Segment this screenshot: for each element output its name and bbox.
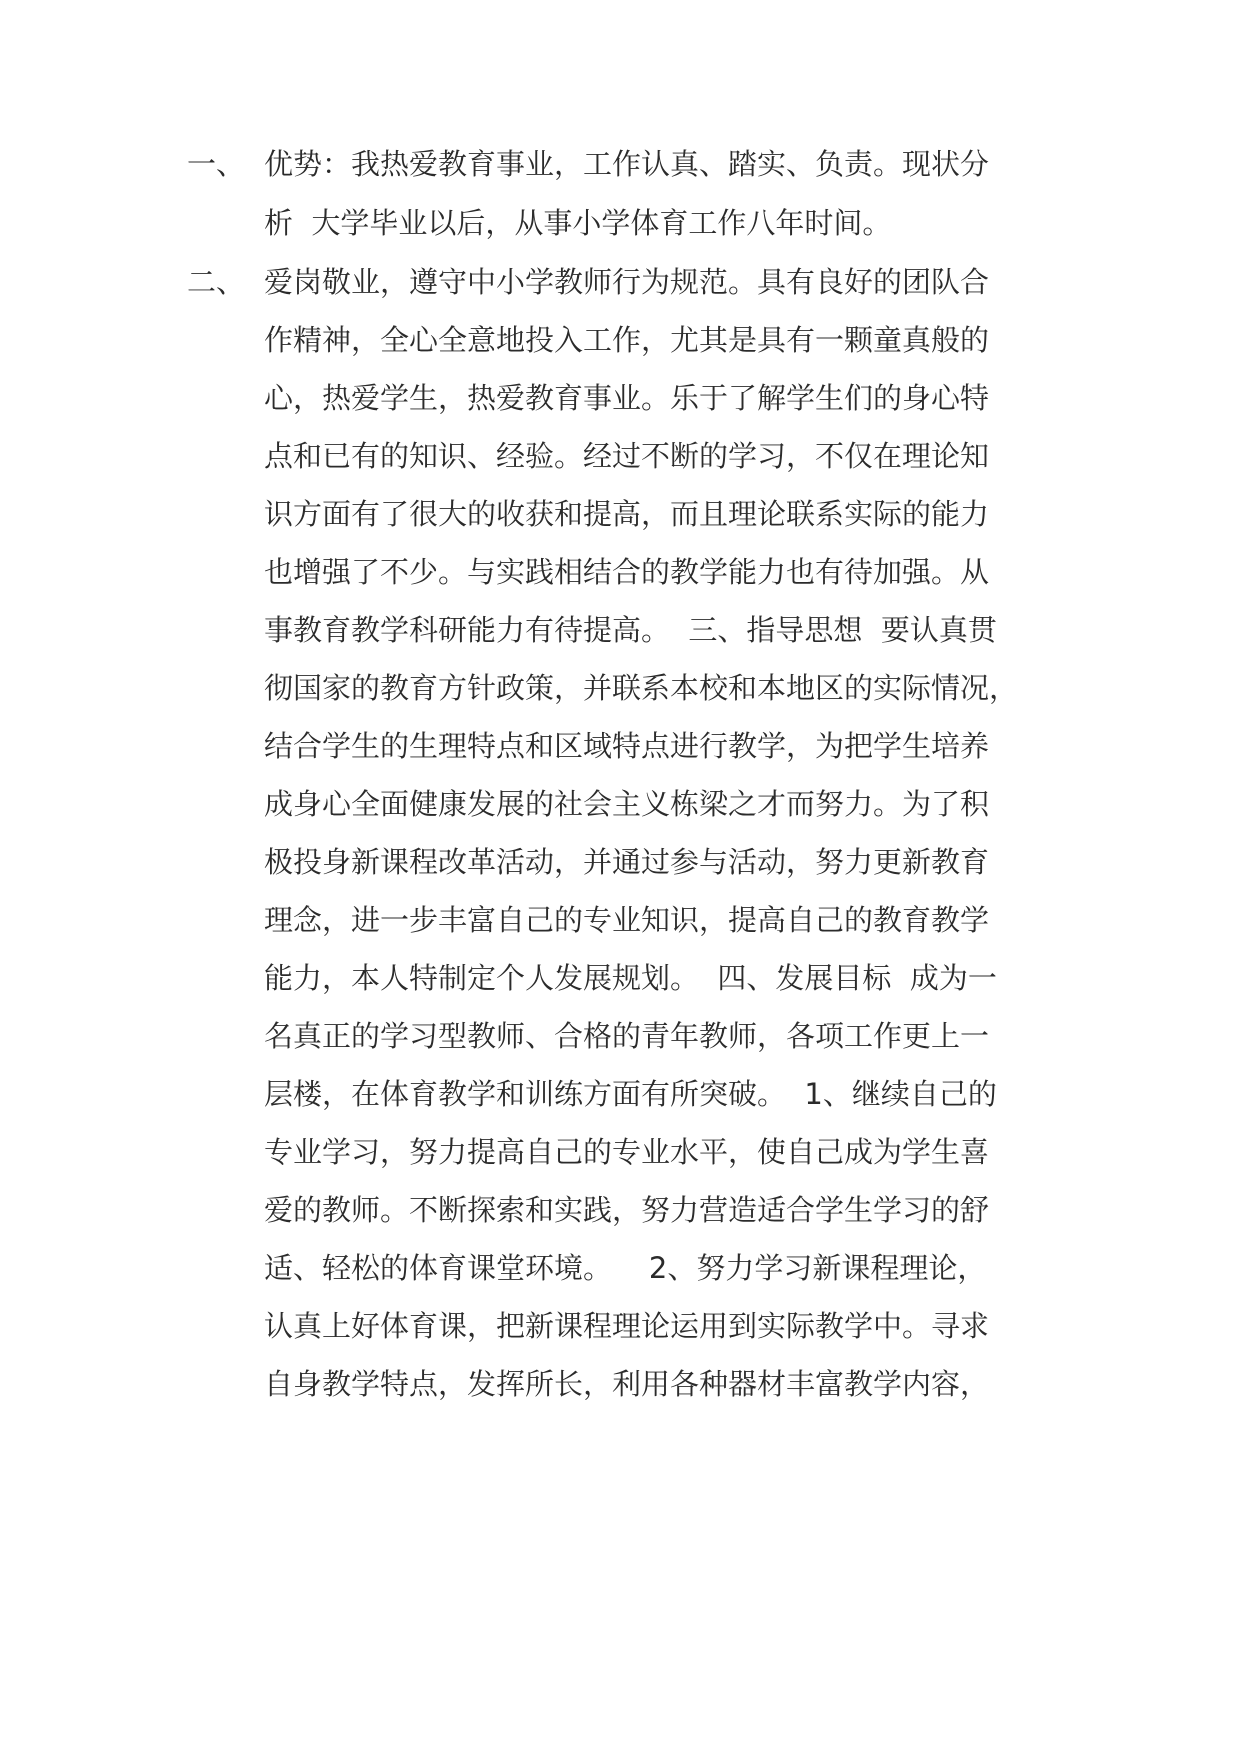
text-line: 能力，本人特制定个人发展规划。 四、发展目标 成为一: [264, 961, 997, 995]
text-line: 成身心全面健康发展的社会主义栋梁之才而努力。为了积: [264, 787, 990, 821]
text-line: 作精神，全心全意地投入工作，尤其是具有一颗童真般的: [264, 323, 990, 357]
text-line: 理念，进一步丰富自己的专业知识，提高自己的教育教学: [264, 903, 990, 937]
text-line: 彻国家的教育方针政策，并联系本校和本地区的实际情况，: [264, 671, 1019, 705]
text-line: 事教育教学科研能力有待提高。 三、指导思想 要认真贯: [264, 613, 997, 647]
list-marker: 一、: [187, 147, 246, 181]
text-line: 自身教学特点，发挥所长，利用各种器材丰富教学内容，: [264, 1367, 990, 1401]
text-line: 优势：我热爱教育事业，工作认真、踏实、负责。现状分: [264, 147, 990, 181]
text-line: 极投身新课程改革活动，并通过参与活动，努力更新教育: [264, 845, 990, 879]
text-line: 名真正的学习型教师、合格的青年教师，各项工作更上一: [264, 1019, 990, 1053]
list-marker: 二、: [187, 265, 246, 299]
text-line: 认真上好体育课，把新课程理论运用到实际教学中。寻求: [264, 1309, 990, 1343]
list-item-1: [187, 132, 1057, 260]
text-line: 结合学生的生理特点和区域特点进行教学，为把学生培养: [264, 729, 990, 763]
text-line: 专业学习，努力提高自己的专业水平，使自己成为学生喜: [264, 1135, 990, 1169]
text-line: 心，热爱学生，热爱教育事业。乐于了解学生们的身心特: [264, 381, 990, 415]
text-line: 也增强了不少。与实践相结合的教学能力也有待加强。从: [264, 555, 990, 589]
text-line: 点和已有的知识、经验。经过不断的学习，不仅在理论知: [264, 439, 990, 473]
text-line: 爱岗敬业，遵守中小学教师行为规范。具有良好的团队合: [264, 265, 990, 299]
text-line: 爱的教师。不断探索和实践，努力营造适合学生学习的舒: [264, 1193, 990, 1227]
text-line: 适、轻松的体育课堂环境。 2、努力学习新课程理论，: [264, 1251, 987, 1285]
text-line: 层楼，在体育教学和训练方面有所突破。 1、继续自己的: [264, 1077, 997, 1111]
text-line: 识方面有了很大的收获和提高，而且理论联系实际的能力: [264, 497, 990, 531]
list-item-2: [187, 250, 1057, 1490]
text-line: 析 大学毕业以后，从事小学体育工作八年时间。: [264, 206, 892, 240]
